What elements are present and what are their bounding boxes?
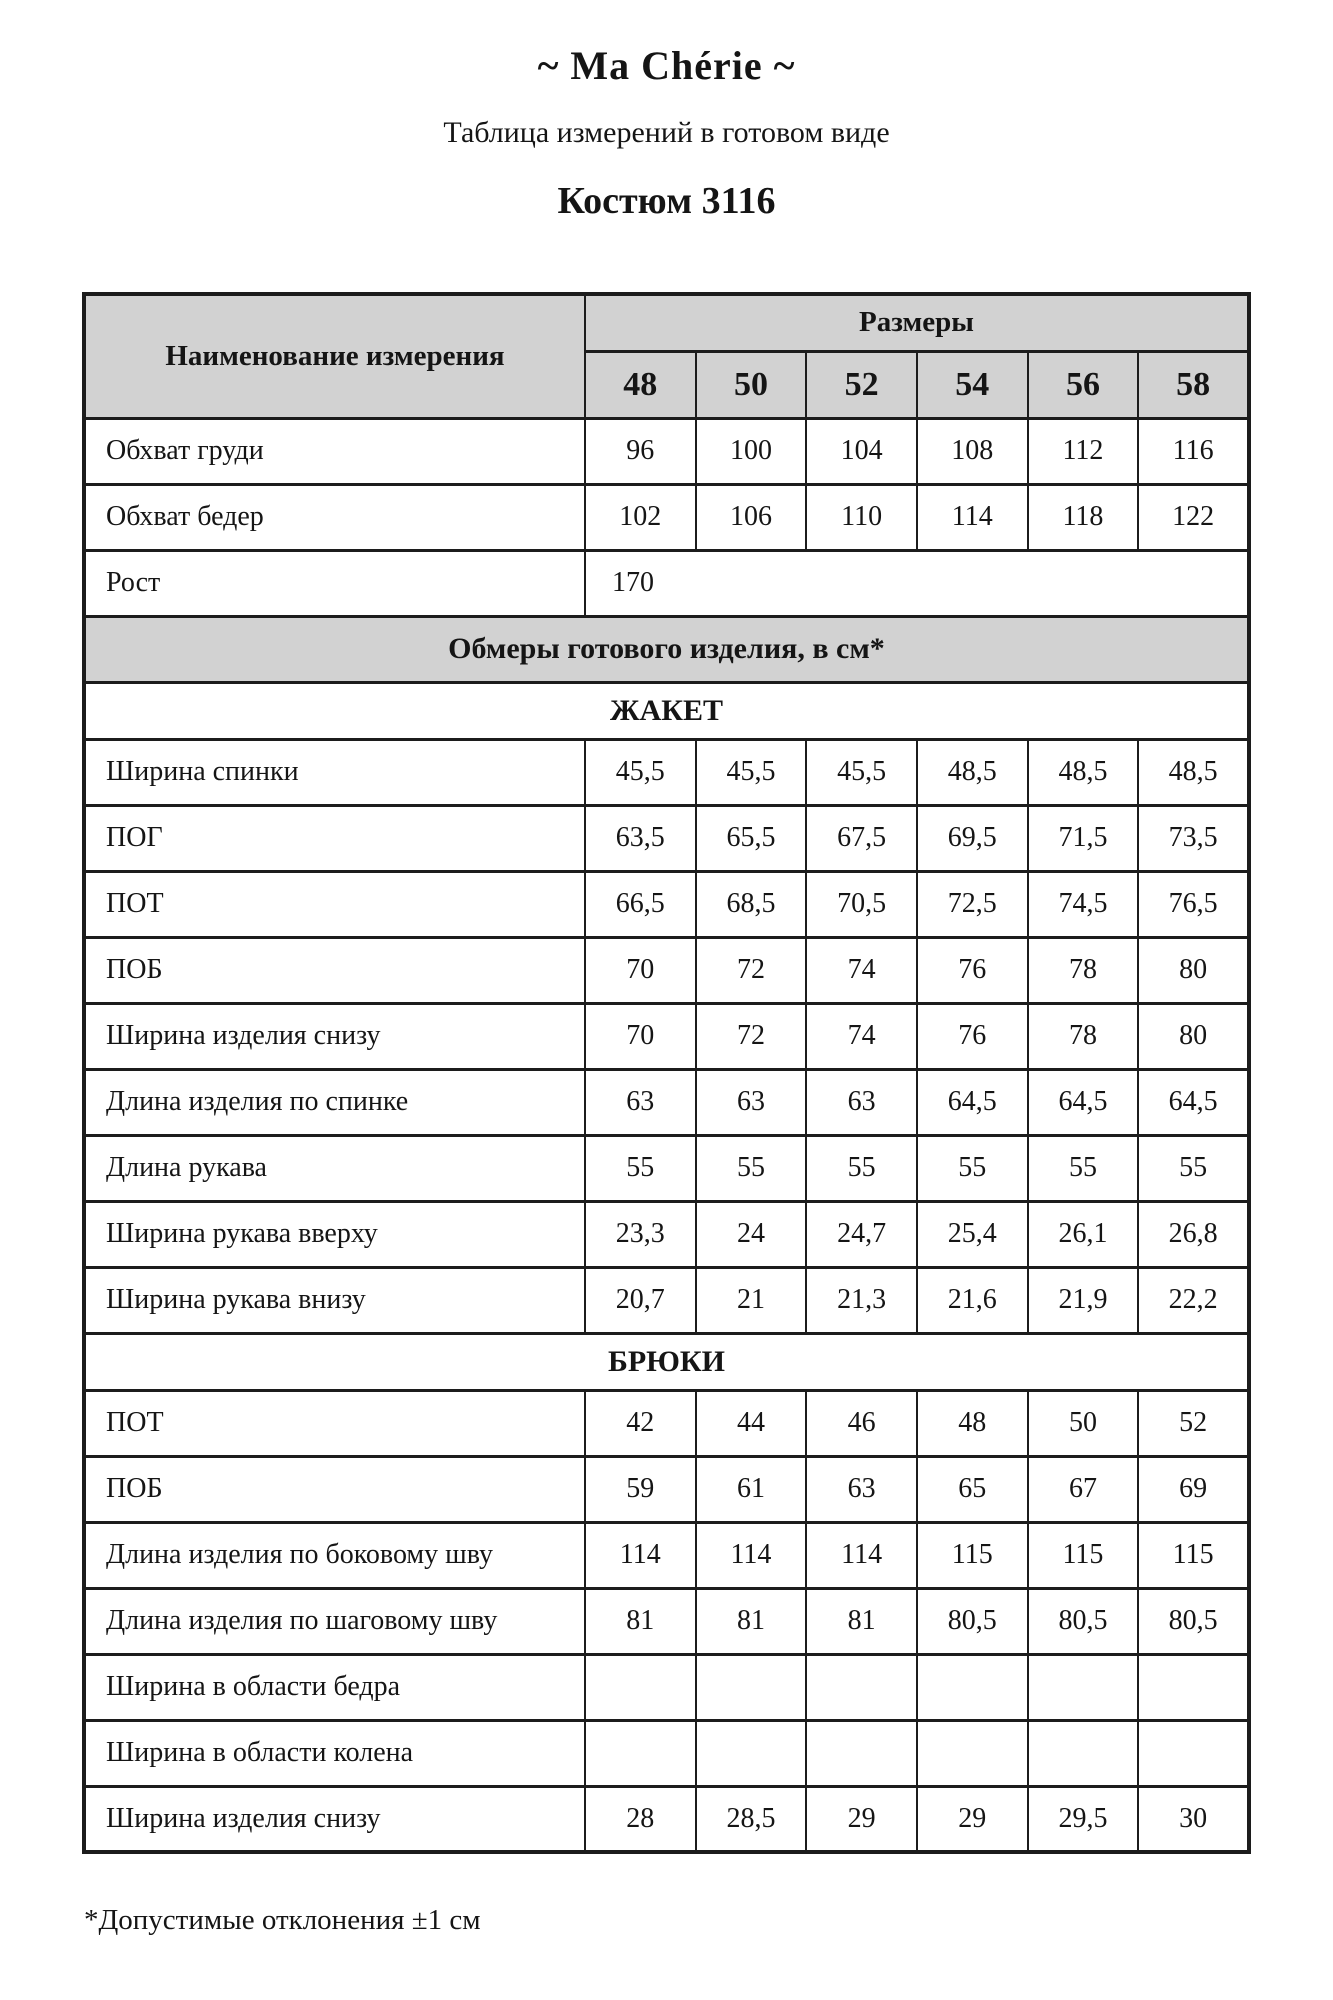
measurement-value: 76 [917,1003,1028,1069]
measurement-value: 96 [585,418,696,484]
measurement-value: 21,6 [917,1267,1028,1333]
measurement-value: 66,5 [585,871,696,937]
measurement-value [1028,1720,1139,1786]
measurement-value: 69,5 [917,805,1028,871]
measurement-row [84,484,1249,550]
measurement-value: 21 [696,1267,807,1333]
measurement-value: 44 [696,1390,807,1456]
measurement-label: Ширина рукава вверху [84,1201,585,1267]
measurement-value: 63 [585,1069,696,1135]
measurement-value: 80 [1138,937,1249,1003]
measurement-value: 45,5 [696,739,807,805]
measurement-value: 55 [917,1135,1028,1201]
measurement-value: 80,5 [917,1588,1028,1654]
measurement-value: 55 [585,1135,696,1201]
measurement-value: 65,5 [696,805,807,871]
measurement-value: 48,5 [917,739,1028,805]
measurement-value: 80,5 [1138,1588,1249,1654]
measurement-value: 70 [585,1003,696,1069]
measurement-row [84,1390,1249,1456]
measurement-value: 48,5 [1138,739,1249,805]
measurement-label: Ширина рукава внизу [84,1267,585,1333]
measurement-value: 115 [1028,1522,1139,1588]
section-header: Обмеры готового изделия, в см* [84,616,1249,682]
measurement-value: 106 [696,484,807,550]
size-column-header: 54 [917,351,1028,418]
measurement-table [82,292,1251,1854]
table-header [84,294,1249,418]
measurement-value: 29,5 [1028,1786,1139,1852]
measurement-row [84,1654,1249,1720]
measurement-value [917,1720,1028,1786]
measurement-value: 81 [585,1588,696,1654]
measurement-value: 122 [1138,484,1249,550]
size-column-header: 50 [696,351,807,418]
header-row-sizes-title [84,294,1249,351]
measurement-row [84,1201,1249,1267]
measurement-value: 72 [696,937,807,1003]
brand-title: ~ Ma Chérie ~ [537,43,796,88]
measurement-value: 55 [806,1135,917,1201]
measurement-value: 63,5 [585,805,696,871]
height-value: 170 [585,550,1249,616]
measurement-label: ПОГ [84,805,585,871]
measurement-value: 78 [1028,937,1139,1003]
measurement-value: 76,5 [1138,871,1249,937]
measurement-value: 112 [1028,418,1139,484]
measurement-value: 29 [806,1786,917,1852]
measurement-value: 63 [806,1456,917,1522]
measurement-value: 67,5 [806,805,917,871]
measurement-value: 70,5 [806,871,917,937]
measurement-label: Ширина изделия снизу [84,1003,585,1069]
measurement-value: 116 [1138,418,1249,484]
measurement-value: 114 [917,484,1028,550]
measurement-value: 74,5 [1028,871,1139,937]
measurement-value: 68,5 [696,871,807,937]
measurement-label: ПОТ [84,871,585,937]
measurement-value [917,1654,1028,1720]
measurement-value: 73,5 [1138,805,1249,871]
measurement-label: Длина изделия по шаговому шву [84,1588,585,1654]
measurement-value: 24 [696,1201,807,1267]
measurement-value: 65 [917,1456,1028,1522]
measurement-value: 48,5 [1028,739,1139,805]
measurement-row [84,1069,1249,1135]
section-header: ЖАКЕТ [84,682,1249,739]
column-header-sizes: Размеры [585,294,1249,351]
measurement-value: 46 [806,1390,917,1456]
measurement-value: 23,3 [585,1201,696,1267]
measurement-value: 102 [585,484,696,550]
section-header-row [84,682,1249,739]
measurement-value: 29 [917,1786,1028,1852]
measurement-value: 100 [696,418,807,484]
size-column-header: 56 [1028,351,1139,418]
measurement-value: 71,5 [1028,805,1139,871]
measurement-label: ПОТ [84,1390,585,1456]
measurement-label: Ширина в области колена [84,1720,585,1786]
measurement-value: 80,5 [1028,1588,1139,1654]
measurement-value: 20,7 [585,1267,696,1333]
measurement-value: 74 [806,937,917,1003]
measurement-value: 67 [1028,1456,1139,1522]
measurement-value: 21,3 [806,1267,917,1333]
measurement-row [84,739,1249,805]
measurement-label: Длина рукава [84,1135,585,1201]
measurement-value: 115 [1138,1522,1249,1588]
measurement-value: 114 [806,1522,917,1588]
size-column-header: 48 [585,351,696,418]
measurement-value: 118 [1028,484,1139,550]
section-header: БРЮКИ [84,1333,1249,1390]
measurement-value [1138,1720,1249,1786]
measurement-value: 30 [1138,1786,1249,1852]
measurement-value [585,1720,696,1786]
measurement-value [696,1720,807,1786]
measurement-value: 55 [1028,1135,1139,1201]
measurement-table-body [84,418,1249,1852]
measurement-value: 50 [1028,1390,1139,1456]
measurement-value: 48 [917,1390,1028,1456]
measurement-value: 25,4 [917,1201,1028,1267]
measurement-value: 72 [696,1003,807,1069]
measurement-value: 28,5 [696,1786,807,1852]
measurement-row [84,1786,1249,1852]
measurement-row [84,871,1249,937]
measurement-value: 45,5 [806,739,917,805]
measurement-value: 45,5 [585,739,696,805]
size-column-header: 52 [806,351,917,418]
measurement-label: Ширина изделия снизу [84,1786,585,1852]
measurement-row [84,418,1249,484]
measurement-value: 59 [585,1456,696,1522]
section-header-row [84,1333,1249,1390]
measurement-label: Ширина в области бедра [84,1654,585,1720]
measurement-label: Ширина спинки [84,739,585,805]
size-column-header: 58 [1138,351,1249,418]
measurement-value: 80 [1138,1003,1249,1069]
measurement-value: 63 [806,1069,917,1135]
height-row [84,550,1249,616]
tolerance-footnote: *Допустимые отклонения ±1 см [84,1904,481,1936]
measurement-label: Длина изделия по боковому шву [84,1522,585,1588]
measurement-value: 110 [806,484,917,550]
measurement-row [84,1135,1249,1201]
measurement-value: 108 [917,418,1028,484]
measurement-value [1138,1654,1249,1720]
measurement-value: 42 [585,1390,696,1456]
measurement-value: 52 [1138,1390,1249,1456]
measurement-value: 70 [585,937,696,1003]
measurement-value: 115 [917,1522,1028,1588]
measurement-value: 55 [1138,1135,1249,1201]
measurement-value: 63 [696,1069,807,1135]
measurement-label: Длина изделия по спинке [84,1069,585,1135]
measurement-value: 76 [917,937,1028,1003]
measurement-value: 64,5 [1138,1069,1249,1135]
measurement-label: ПОБ [84,937,585,1003]
measurement-value: 24,7 [806,1201,917,1267]
measurement-row [84,1456,1249,1522]
column-header-measurement-name: Наименование измерения [84,294,585,418]
measurement-value: 81 [696,1588,807,1654]
measurement-label: ПОБ [84,1456,585,1522]
measurement-value [806,1654,917,1720]
measurement-value [1028,1654,1139,1720]
measurement-value [585,1654,696,1720]
measurement-row [84,1267,1249,1333]
measurement-value: 55 [696,1135,807,1201]
measurement-value: 69 [1138,1456,1249,1522]
measurement-value: 26,8 [1138,1201,1249,1267]
measurement-value: 72,5 [917,871,1028,937]
measurement-row [84,805,1249,871]
measurement-value [696,1654,807,1720]
measurement-row [84,937,1249,1003]
measurement-value: 28 [585,1786,696,1852]
measurement-row [84,1720,1249,1786]
measurement-value: 78 [1028,1003,1139,1069]
measurement-value: 21,9 [1028,1267,1139,1333]
measurement-value: 64,5 [917,1069,1028,1135]
document-subtitle: Таблица измерений в готовом виде [443,116,890,149]
measurement-value [806,1720,917,1786]
product-title: Костюм 3116 [557,180,776,222]
measurement-value: 104 [806,418,917,484]
measurement-label: Обхват бедер [84,484,585,550]
measurement-value: 114 [585,1522,696,1588]
measurement-label: Рост [84,550,585,616]
section-header-row [84,616,1249,682]
measurement-label: Обхват груди [84,418,585,484]
measurement-value: 22,2 [1138,1267,1249,1333]
measurement-value: 81 [806,1588,917,1654]
measurement-value: 26,1 [1028,1201,1139,1267]
measurement-value: 74 [806,1003,917,1069]
measurement-row [84,1588,1249,1654]
measurement-value: 64,5 [1028,1069,1139,1135]
measurement-row [84,1003,1249,1069]
measurement-row [84,1522,1249,1588]
measurement-value: 114 [696,1522,807,1588]
measurement-value: 61 [696,1456,807,1522]
